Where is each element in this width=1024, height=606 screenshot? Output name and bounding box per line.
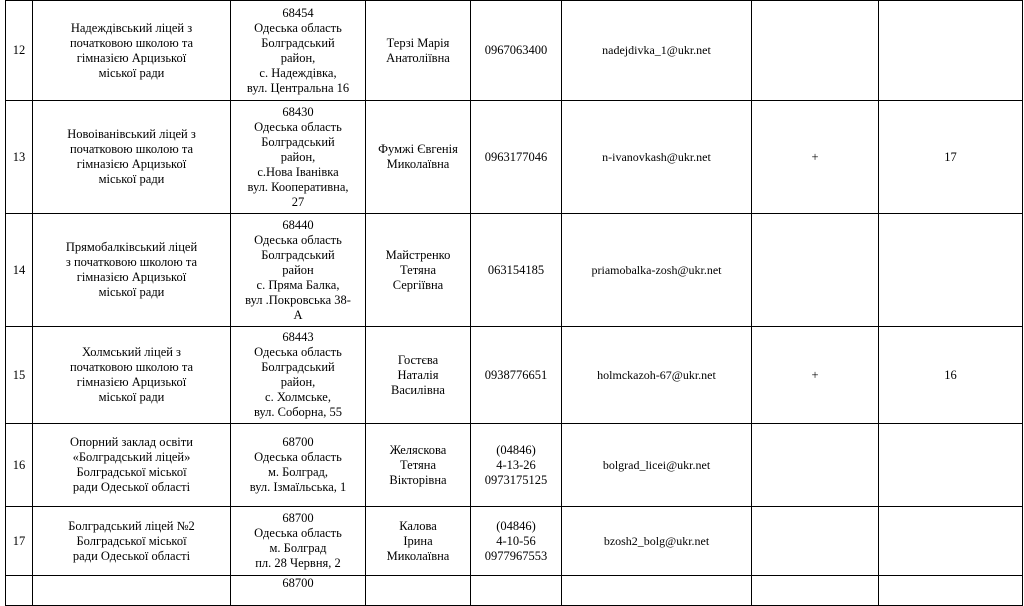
- phone-cell: 0967063400: [471, 1, 562, 101]
- phone-cell: 0938776651: [471, 327, 562, 424]
- row-number: [6, 576, 33, 606]
- email-cell: priamobalka-zosh@ukr.net: [562, 214, 752, 327]
- director-cell: Терзі Марія Анатоліївна: [366, 1, 471, 101]
- table-row: [6, 214, 1023, 327]
- phone-cell: (04846) 4-13-26 0973175125: [471, 424, 562, 507]
- count-cell: [879, 507, 1023, 576]
- mark-cell: +: [752, 101, 879, 214]
- table-row: [6, 1, 1023, 101]
- phone-cell: [471, 576, 562, 606]
- schools-table: [5, 0, 1023, 606]
- row-number: 16: [6, 424, 33, 507]
- email-cell: bolgrad_licei@ukr.net: [562, 424, 752, 507]
- address-cell: 68700: [231, 576, 366, 606]
- email-cell: nadejdivka_1@ukr.net: [562, 1, 752, 101]
- row-number: 13: [6, 101, 33, 214]
- count-cell: [879, 1, 1023, 101]
- address-cell: 68454 Одеська область Болградський район, с. Надеждівка, вул. Центральна 16: [231, 1, 366, 101]
- mark-cell: [752, 424, 879, 507]
- mark-cell: [752, 1, 879, 101]
- address-cell: 68443 Одеська область Болградський район, с. Холмське, вул. Соборна, 55: [231, 327, 366, 424]
- director-cell: [366, 576, 471, 606]
- school-name-cell: Новоіванівський ліцей з початковою школою та гімназією Арцизької міської ради: [33, 101, 231, 214]
- email-cell: n-ivanovkash@ukr.net: [562, 101, 752, 214]
- director-cell: Гостєва Наталія Василівна: [366, 327, 471, 424]
- mark-cell: [752, 507, 879, 576]
- count-cell: 17: [879, 101, 1023, 214]
- table-row-partial: [6, 576, 1023, 606]
- email-cell: [562, 576, 752, 606]
- mark-cell: [752, 214, 879, 327]
- address-cell: 68700 Одеська область м. Болград пл. 28 Червня, 2: [231, 507, 366, 576]
- email-cell: bzosh2_bolg@ukr.net: [562, 507, 752, 576]
- school-name-cell: Опорний заклад освіти «Болградський ліцей» Болградської міської ради Одеської області: [33, 424, 231, 507]
- table-row: [6, 507, 1023, 576]
- school-name-cell: Холмський ліцей з початковою школою та гімназією Арцизької міської ради: [33, 327, 231, 424]
- director-cell: Желяскова Тетяна Вікторівна: [366, 424, 471, 507]
- mark-cell: [752, 576, 879, 606]
- director-cell: Калова Ірина Миколаївна: [366, 507, 471, 576]
- row-number: 15: [6, 327, 33, 424]
- count-cell: [879, 424, 1023, 507]
- phone-cell: 0963177046: [471, 101, 562, 214]
- row-number: 17: [6, 507, 33, 576]
- address-cell: 68700 Одеська область м. Болград, вул. Ізмаїльська, 1: [231, 424, 366, 507]
- director-cell: Фумжі Євгенія Миколаївна: [366, 101, 471, 214]
- row-number: 14: [6, 214, 33, 327]
- school-name-cell: Прямобалківський ліцей з початковою школою та гімназією Арцизької міської ради: [33, 214, 231, 327]
- school-name-cell: Болградський ліцей №2 Болградської міської ради Одеської області: [33, 507, 231, 576]
- table-row: [6, 327, 1023, 424]
- count-cell: 16: [879, 327, 1023, 424]
- phone-cell: 063154185: [471, 214, 562, 327]
- table-row: [6, 101, 1023, 214]
- address-cell: 68430 Одеська область Болградський район, с.Нова Іванівка вул. Кооперативна, 27: [231, 101, 366, 214]
- row-number: 12: [6, 1, 33, 101]
- phone-cell: (04846) 4-10-56 0977967553: [471, 507, 562, 576]
- school-name-cell: Надеждівський ліцей з початковою школою та гімназією Арцизької міської ради: [33, 1, 231, 101]
- count-cell: [879, 576, 1023, 606]
- count-cell: [879, 214, 1023, 327]
- table-row: [6, 424, 1023, 507]
- email-cell: holmckazoh-67@ukr.net: [562, 327, 752, 424]
- mark-cell: +: [752, 327, 879, 424]
- school-name-cell: [33, 576, 231, 606]
- director-cell: Майстренко Тетяна Сергіївна: [366, 214, 471, 327]
- address-cell: 68440 Одеська область Болградський район с. Пряма Балка, вул .Покровська 38- А: [231, 214, 366, 327]
